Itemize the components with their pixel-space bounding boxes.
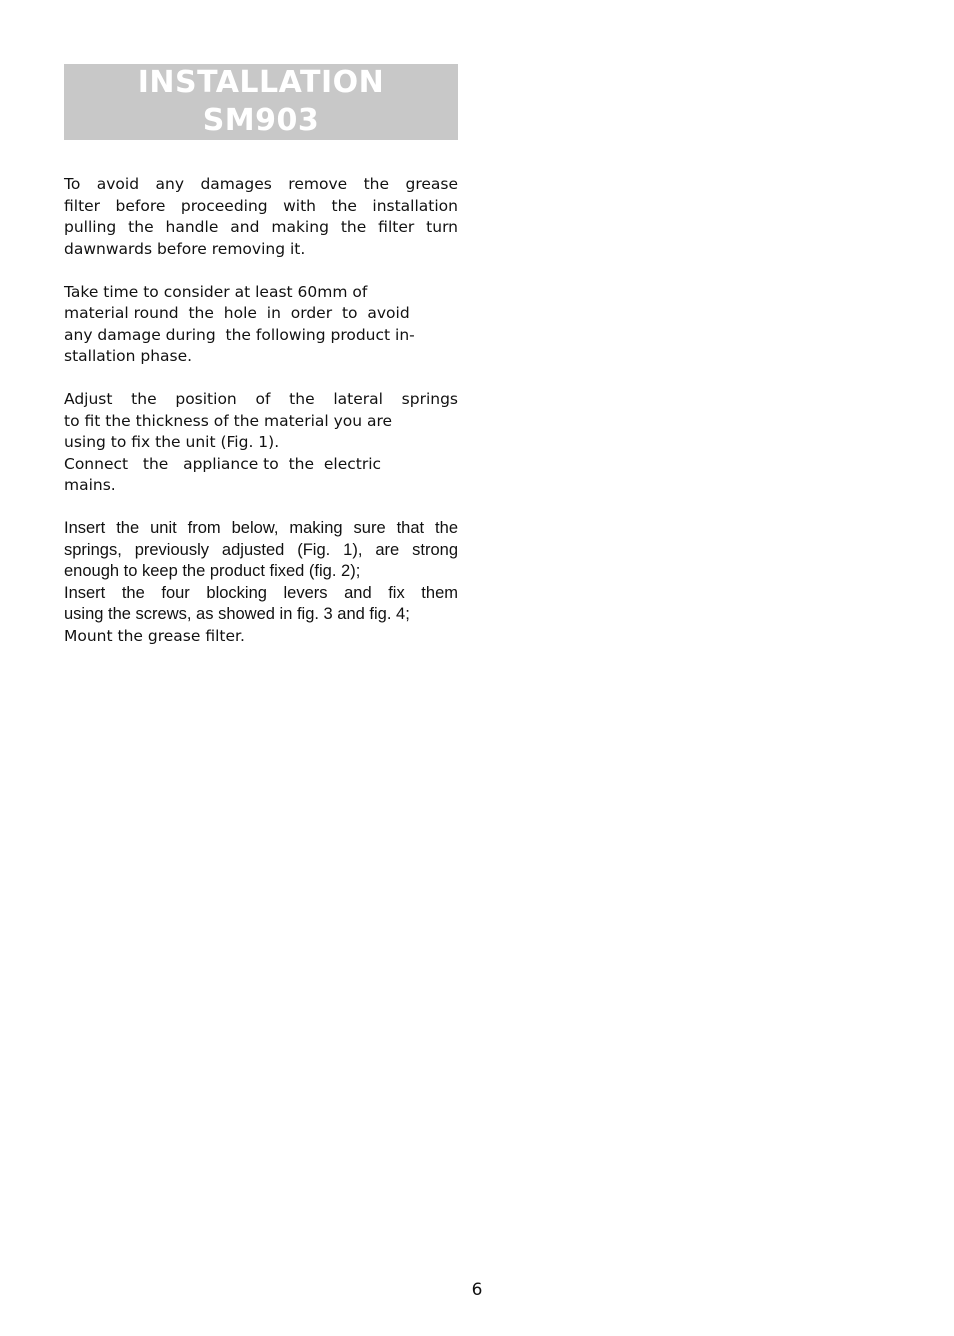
text-line: dawnwards before removing it. xyxy=(64,239,306,258)
text-line: mains. xyxy=(64,476,116,494)
text-line: pulling the handle and making the filter turn xyxy=(64,218,458,236)
title-line-installation: INSTALLATION xyxy=(137,65,385,100)
page-number: 6 xyxy=(471,1280,483,1300)
text-line: Adjust the position of the lateral springs xyxy=(64,390,458,408)
text-line: using to fix the unit (Fig. 1). xyxy=(64,433,280,451)
text-line: stallation phase. xyxy=(64,347,193,365)
text-line: material round the hole in order to avoid xyxy=(64,304,410,322)
text-line: to fit the thickness of the material you are xyxy=(64,411,393,430)
title-line-model: SM903 xyxy=(202,103,320,138)
text-line: Insert the four blocking levers and fix them xyxy=(64,583,458,602)
section-title xyxy=(64,64,458,140)
text-line: Insert the unit from below, making sure that the xyxy=(64,519,458,537)
text-line: using the screws, as showed in fig. 3 and fig. 4; xyxy=(64,605,410,623)
text-line: springs, previously adjusted (Fig. 1), are strong xyxy=(64,540,458,559)
instructions-body xyxy=(64,174,458,669)
paragraph-grease-filter-removal xyxy=(64,174,458,260)
text-line: enough to keep the product fixed (fig. 2); xyxy=(64,562,361,580)
paragraph-material-margin xyxy=(64,282,458,368)
paragraph-insert-unit xyxy=(64,518,458,647)
text-line: filter before proceeding with the installation xyxy=(64,196,458,215)
paragraph-springs-and-mains xyxy=(64,389,458,497)
text-line: To avoid any damages remove the grease xyxy=(64,175,458,193)
text-line: Mount the grease filter. xyxy=(64,626,245,645)
text-line: Take time to consider at least 60mm of xyxy=(64,282,368,301)
text-line: any damage during the following product in- xyxy=(64,325,415,344)
text-line: Connect the appliance to the electric xyxy=(64,454,382,473)
